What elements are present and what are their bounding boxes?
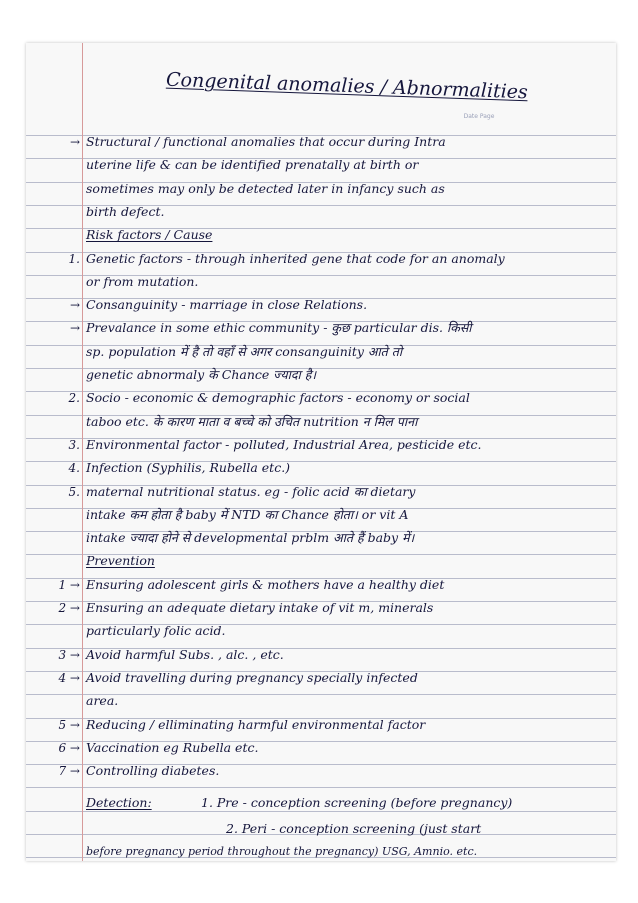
note-line <box>86 741 611 755</box>
note-line-text: Risk factors / Cause <box>86 227 213 243</box>
note-line <box>86 764 611 778</box>
note-line <box>86 275 611 289</box>
note-line-text: Vaccination eg Rubella etc. <box>86 739 259 755</box>
note-line <box>86 391 611 405</box>
note-line <box>86 321 611 335</box>
note-line-text: maternal nutritional status. eg - folic acid का dietary <box>86 483 416 499</box>
note-line-text: genetic abnormaly के Chance ज्यादा है। <box>86 367 317 382</box>
note-line-text: Genetic factors - through inherited gene that code for an anomaly <box>86 250 505 266</box>
note-line-text: birth defect. <box>86 203 165 219</box>
detection-item-2: 2. Peri - conception screening (just start <box>226 821 482 836</box>
line-marker: 1. <box>68 251 80 266</box>
note-line-text: Controlling diabetes. <box>86 763 220 779</box>
note-line-text: Avoid travelling during pregnancy specially infected <box>86 669 418 685</box>
note-line-text: uterine life & can be identified prenatally at birth or <box>86 157 419 173</box>
note-line <box>86 252 611 266</box>
date-page-stamp: Date Page <box>463 113 495 120</box>
line-marker: 3. <box>68 437 80 452</box>
note-line <box>86 345 611 359</box>
note-line-text: area. <box>86 693 119 709</box>
note-line-text: Prevention <box>86 553 155 569</box>
detection-item-3: before pregnancy period throughout the pregnancy) USG, Amnio. etc. <box>86 845 478 858</box>
detection-row <box>86 795 611 811</box>
note-line-text: Ensuring an adequate dietary intake of vit m, minerals <box>86 600 434 615</box>
note-line-text: Environmental factor - polluted, Industrial Area, pesticide etc. <box>86 436 482 452</box>
notebook-page <box>26 43 616 861</box>
margin-line <box>82 43 83 861</box>
line-marker: → <box>69 135 80 149</box>
note-line <box>86 461 611 475</box>
note-line-text: Reducing / elliminating harmful environmental factor <box>86 716 426 732</box>
note-line <box>86 158 611 172</box>
note-line-text: taboo etc. के कारण माता व बच्चे को उचित nutrition न मिल पाना <box>86 413 418 429</box>
line-marker: 3 → <box>58 647 80 662</box>
note-line-text: Socio - economic & demographic factors - economy or social <box>86 390 470 406</box>
note-line <box>86 438 611 452</box>
note-line-text: or from mutation. <box>86 273 199 289</box>
note-line-text: Consanguinity - marriage in close Relations. <box>86 297 368 313</box>
note-line <box>86 718 611 732</box>
line-marker: 2. <box>68 391 80 406</box>
line-marker: 5. <box>68 484 80 499</box>
note-line <box>86 648 611 662</box>
note-line <box>86 531 611 545</box>
note-line-text: sometimes may only be detected later in infancy such as <box>86 180 445 196</box>
line-marker: 1 → <box>58 577 80 592</box>
note-line <box>86 205 611 219</box>
note-line <box>86 182 611 196</box>
note-line <box>86 624 611 638</box>
note-line <box>86 415 611 429</box>
detection-item-1: 1. Pre - conception screening (before pregnancy) <box>201 795 513 810</box>
note-line <box>86 135 611 149</box>
note-line-text: Prevalance in some ethic community - कुछ particular dis. किसी <box>86 320 472 336</box>
note-line <box>86 485 611 499</box>
note-line-text: Structural / functional anomalies that occur during Intra <box>86 134 446 149</box>
note-line <box>86 554 611 568</box>
line-marker: 4. <box>68 461 80 476</box>
line-marker: 2 → <box>58 601 80 615</box>
note-line <box>86 601 611 615</box>
note-line-text: Ensuring adolescent girls & mothers have a healthy diet <box>86 576 445 592</box>
note-line-text: Avoid harmful Subs. , alc. , etc. <box>86 646 284 662</box>
note-line <box>86 228 611 242</box>
line-marker: 5 → <box>58 717 80 732</box>
line-marker: → <box>69 321 80 336</box>
note-line <box>86 508 611 522</box>
note-line-text: particularly folic acid. <box>86 623 226 639</box>
line-marker: 4 → <box>58 670 80 685</box>
note-line <box>86 368 611 382</box>
note-line <box>86 578 611 592</box>
note-line <box>86 298 611 312</box>
note-line-text: sp. population में है तो वहाँ से अगर consanguinity आते तो <box>86 343 403 359</box>
line-marker: 6 → <box>58 740 80 755</box>
line-marker: 7 → <box>58 764 80 779</box>
detection-label: Detection: <box>86 795 152 810</box>
page-title: Congenital anomalies / Abnormalities <box>165 68 529 104</box>
note-line <box>86 671 611 685</box>
line-marker: → <box>69 298 80 313</box>
note-line <box>86 694 611 708</box>
ruled-line <box>26 787 616 788</box>
note-line-text: intake कम होता है baby में NTD का Chance होता। or vit A <box>86 506 409 522</box>
note-line-text: Infection (Syphilis, Rubella etc.) <box>86 460 291 476</box>
note-line-text: intake ज्यादा होने से developmental prblm आते हैं baby में। <box>86 530 415 546</box>
